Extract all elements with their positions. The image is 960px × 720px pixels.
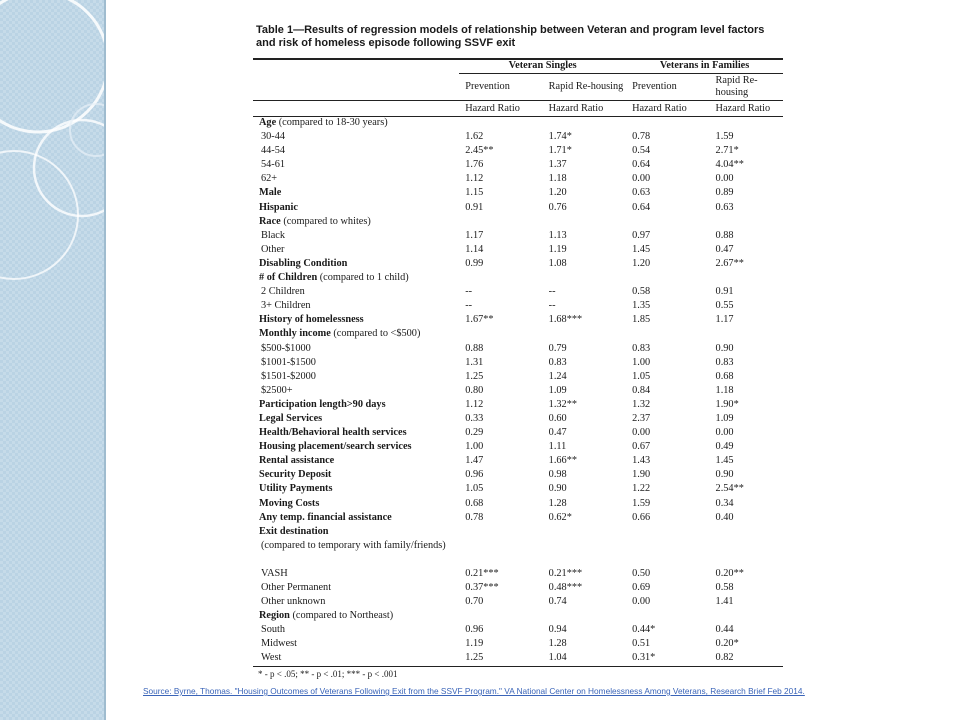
hazard-ratio-cell: 0.49 bbox=[715, 441, 734, 453]
row-label: Housing placement/search services bbox=[259, 441, 412, 453]
row-label: Male bbox=[259, 187, 282, 199]
hazard-ratio-cell: 1.09 bbox=[715, 412, 734, 424]
table-section-header bbox=[253, 328, 783, 342]
hazard-ratio-cell: 0.64 bbox=[632, 159, 651, 171]
table-row bbox=[253, 413, 783, 427]
table-row bbox=[253, 258, 783, 272]
section-note: (compared to whites) bbox=[283, 215, 371, 227]
metric-label: Hazard Ratio bbox=[459, 101, 542, 117]
hazard-ratio-cell: 0.47 bbox=[548, 427, 567, 439]
hazard-ratio-cell: 1.90* bbox=[715, 398, 739, 410]
section-note: (compared to <$500) bbox=[333, 328, 421, 340]
table-note-row bbox=[253, 540, 783, 568]
table-row bbox=[253, 173, 783, 187]
hazard-ratio-cell: 1.25 bbox=[459, 652, 542, 667]
row-label: 62+ bbox=[261, 173, 278, 185]
row-label: $1001-$1500 bbox=[261, 356, 316, 368]
table-row bbox=[253, 455, 783, 469]
row-label: Hispanic bbox=[259, 201, 298, 213]
slide-decor-sidebar bbox=[0, 0, 106, 720]
table-row bbox=[253, 145, 783, 159]
hazard-ratio-cell: -- bbox=[465, 300, 473, 312]
hazard-ratio-cell: 0.99 bbox=[465, 257, 484, 269]
row-label: Black bbox=[261, 229, 286, 241]
hazard-ratio-cell: 1.00 bbox=[465, 441, 484, 453]
hazard-ratio-cell: 1.22 bbox=[632, 483, 651, 495]
row-label: $2500+ bbox=[261, 384, 293, 396]
row-label: Midwest bbox=[261, 638, 298, 650]
row-label: 54-61 bbox=[261, 159, 286, 171]
subcol-prevention-singles: Prevention bbox=[465, 81, 510, 92]
hazard-ratio-cell: 0.62* bbox=[548, 511, 572, 523]
hazard-ratio-cell: 1.74* bbox=[548, 131, 572, 143]
hazard-ratio-cell: 1.09 bbox=[548, 384, 567, 396]
table-row bbox=[253, 582, 783, 596]
hazard-ratio-cell: 1.19 bbox=[548, 243, 567, 255]
hazard-ratio-cell: 0.34 bbox=[715, 497, 734, 509]
table-row bbox=[253, 512, 783, 526]
hazard-ratio-cell: 0.00 bbox=[632, 427, 651, 439]
metric-header-row bbox=[253, 101, 783, 117]
row-label: Security Deposit bbox=[259, 469, 332, 481]
hazard-ratio-cell: 0.63 bbox=[632, 187, 651, 199]
hazard-ratio-cell: 1.13 bbox=[548, 229, 567, 241]
row-label: 3+ Children bbox=[261, 300, 311, 312]
section-note: (compared to 1 child) bbox=[319, 272, 409, 284]
table-row bbox=[253, 187, 783, 201]
row-label: History of homelessness bbox=[259, 314, 364, 326]
hazard-ratio-cell: 1.18 bbox=[715, 384, 734, 396]
hazard-ratio-cell: 0.76 bbox=[548, 201, 567, 213]
subcol-rrh-families: Rapid Re-housing bbox=[715, 75, 758, 98]
decorative-circles bbox=[0, 0, 106, 720]
table-row bbox=[253, 399, 783, 413]
hazard-ratio-cell: 2.71* bbox=[715, 145, 739, 157]
row-label: Rental assistance bbox=[259, 455, 335, 467]
table-title: Table 1—Results of regression models of relationship between Veteran and program level factors and risk of homeless episode following SSVF exit bbox=[256, 24, 765, 49]
hazard-ratio-cell: 0.44* bbox=[632, 624, 656, 636]
hazard-ratio-cell: 0.74 bbox=[548, 596, 567, 607]
hazard-ratio-cell: 0.40 bbox=[715, 511, 734, 523]
group-veteran-singles: Veteran Singles bbox=[459, 59, 626, 74]
hazard-ratio-cell: -- bbox=[548, 300, 556, 312]
hazard-ratio-cell: 1.45 bbox=[632, 243, 651, 255]
row-label: Utility Payments bbox=[259, 483, 333, 495]
row-label: Health/Behavioral health services bbox=[259, 427, 407, 439]
hazard-ratio-cell: 1.68*** bbox=[548, 314, 583, 326]
hazard-ratio-cell: -- bbox=[465, 286, 473, 298]
hazard-ratio-cell: 0.54 bbox=[632, 145, 651, 157]
hazard-ratio-cell: 0.89 bbox=[715, 187, 734, 199]
hazard-ratio-cell: 1.04 bbox=[543, 652, 626, 667]
hazard-ratio-cell: 1.32 bbox=[632, 398, 651, 410]
row-label: Participation length>90 days bbox=[259, 398, 386, 410]
table-section-header bbox=[253, 526, 783, 540]
hazard-ratio-cell: 0.00 bbox=[715, 173, 734, 185]
row-label: South bbox=[261, 624, 286, 636]
section-label: Age bbox=[259, 117, 277, 128]
section-label: Region bbox=[259, 610, 290, 622]
group-veterans-in-families: Veterans in Families bbox=[626, 59, 783, 74]
table-row bbox=[253, 652, 783, 667]
row-label: 30-44 bbox=[261, 131, 286, 143]
hazard-ratio-cell: 0.96 bbox=[465, 624, 484, 636]
table-section-header bbox=[253, 272, 783, 286]
hazard-ratio-cell: 0.88 bbox=[715, 229, 734, 241]
table-section-header bbox=[253, 117, 783, 132]
hazard-ratio-cell: 0.48*** bbox=[548, 581, 583, 593]
hazard-ratio-cell: 0.21*** bbox=[465, 567, 499, 579]
hazard-ratio-cell: 1.17 bbox=[465, 229, 484, 241]
hazard-ratio-cell: 1.25 bbox=[465, 370, 484, 382]
hazard-ratio-cell: 1.67** bbox=[465, 314, 494, 326]
hazard-ratio-cell: 0.83 bbox=[632, 342, 651, 354]
hazard-ratio-cell: 1.14 bbox=[465, 243, 484, 255]
row-label: Any temp. financial assistance bbox=[259, 511, 392, 523]
table-row bbox=[253, 343, 783, 357]
hazard-ratio-cell: 1.24 bbox=[548, 370, 567, 382]
hazard-ratio-cell: 1.15 bbox=[465, 187, 484, 199]
metric-label: Hazard Ratio bbox=[543, 101, 626, 117]
hazard-ratio-cell: 0.29 bbox=[465, 427, 484, 439]
section-label: Race bbox=[259, 215, 281, 227]
hazard-ratio-cell: 1.37 bbox=[548, 159, 567, 171]
hazard-ratio-cell: 0.91 bbox=[465, 201, 484, 213]
table-row bbox=[253, 230, 783, 244]
hazard-ratio-cell: 0.80 bbox=[465, 384, 484, 396]
hazard-ratio-cell: 1.71* bbox=[548, 145, 572, 157]
significance-footnote: * - p < .05; ** - p < .01; *** - p < .001 bbox=[258, 669, 398, 680]
subcol-prevention-families: Prevention bbox=[632, 81, 677, 92]
row-label: Other unknown bbox=[261, 596, 326, 607]
hazard-ratio-cell: 0.51 bbox=[632, 638, 651, 650]
hazard-ratio-cell: 1.59 bbox=[715, 131, 734, 143]
table-row bbox=[253, 244, 783, 258]
hazard-ratio-cell: 1.00 bbox=[632, 356, 651, 368]
row-label: $500-$1000 bbox=[261, 342, 311, 354]
sidebar-edge-line bbox=[104, 0, 106, 720]
row-label: VASH bbox=[261, 567, 288, 579]
hazard-ratio-cell: 1.17 bbox=[715, 314, 734, 326]
hazard-ratio-cell: 1.85 bbox=[632, 314, 651, 326]
hazard-ratio-cell: 0.78 bbox=[465, 511, 484, 523]
results-table-figure bbox=[253, 24, 785, 679]
table-row bbox=[253, 314, 783, 328]
table-row bbox=[253, 202, 783, 216]
table-row bbox=[253, 371, 783, 385]
hazard-ratio-cell: 0.88 bbox=[465, 342, 484, 354]
hazard-ratio-cell: 0.63 bbox=[715, 201, 734, 213]
hazard-ratio-cell: 0.64 bbox=[632, 201, 651, 213]
table-row bbox=[253, 385, 783, 399]
hazard-ratio-cell: 0.90 bbox=[715, 342, 734, 354]
hazard-ratio-cell: 0.00 bbox=[632, 173, 651, 185]
table-row bbox=[253, 638, 783, 652]
hazard-ratio-cell: 0.98 bbox=[548, 469, 567, 481]
hazard-ratio-cell: 0.58 bbox=[632, 286, 651, 298]
hazard-ratio-cell: 0.84 bbox=[632, 384, 651, 396]
table-section-header bbox=[253, 610, 783, 624]
hazard-ratio-cell: 0.58 bbox=[715, 581, 734, 593]
hazard-ratio-cell: 1.45 bbox=[715, 455, 734, 467]
hazard-ratio-cell: 0.20* bbox=[715, 638, 739, 650]
table-row bbox=[253, 286, 783, 300]
hazard-ratio-cell: 0.83 bbox=[715, 356, 734, 368]
subcolumn-header-row bbox=[253, 74, 783, 101]
section-label: Exit destination bbox=[259, 525, 329, 537]
hazard-ratio-cell: 1.35 bbox=[632, 300, 651, 312]
row-note: (compared to temporary with family/friends) bbox=[261, 539, 446, 551]
hazard-ratio-cell: 0.37*** bbox=[465, 581, 499, 593]
hazard-ratio-cell: 0.83 bbox=[548, 356, 567, 368]
hazard-ratio-cell: 0.47 bbox=[715, 243, 734, 255]
hazard-ratio-cell: 1.12 bbox=[465, 173, 484, 185]
hazard-ratio-cell: 0.55 bbox=[715, 300, 734, 312]
hazard-ratio-cell: 0.78 bbox=[632, 131, 651, 143]
section-note: (compared to 18-30 years) bbox=[278, 117, 388, 128]
hazard-ratio-cell: 0.00 bbox=[715, 427, 734, 439]
hazard-ratio-cell: 2.67** bbox=[715, 257, 744, 269]
row-label: 2 Children bbox=[261, 286, 305, 298]
hazard-ratio-cell: 1.76 bbox=[465, 159, 484, 171]
table-row bbox=[253, 357, 783, 371]
hazard-ratio-cell: 1.31 bbox=[465, 356, 484, 368]
table-row bbox=[253, 441, 783, 455]
table-row bbox=[253, 483, 783, 497]
hazard-ratio-cell: 1.28 bbox=[548, 638, 567, 650]
hazard-ratio-cell: 0.91 bbox=[715, 286, 734, 298]
table-row bbox=[253, 498, 783, 512]
row-label: Legal Services bbox=[259, 412, 323, 424]
hazard-ratio-cell: 1.66** bbox=[548, 455, 577, 467]
hazard-ratio-cell: 0.70 bbox=[465, 596, 484, 607]
table-row bbox=[253, 469, 783, 483]
hazard-ratio-cell: -- bbox=[548, 286, 556, 298]
hazard-ratio-cell: 1.18 bbox=[548, 173, 567, 185]
section-label: Monthly income bbox=[259, 328, 331, 340]
row-label: $1501-$2000 bbox=[261, 370, 316, 382]
hazard-ratio-cell: 0.90 bbox=[715, 469, 734, 481]
hazard-ratio-cell: 1.11 bbox=[548, 441, 567, 453]
hazard-ratio-cell: 0.79 bbox=[548, 342, 567, 354]
hazard-ratio-cell: 1.43 bbox=[632, 455, 651, 467]
hazard-ratio-cell: 1.62 bbox=[465, 131, 484, 143]
hazard-ratio-cell: 1.59 bbox=[632, 497, 651, 509]
hazard-ratio-cell: 1.05 bbox=[465, 483, 484, 495]
subcol-rrh-singles: Rapid Re-housing bbox=[548, 81, 624, 92]
hazard-ratio-cell: 1.32** bbox=[548, 398, 577, 410]
row-label: Other Permanent bbox=[261, 581, 332, 593]
hazard-ratio-cell: 0.94 bbox=[548, 624, 567, 636]
hazard-ratio-cell: 1.20 bbox=[632, 257, 651, 269]
row-label: Disabling Condition bbox=[259, 257, 348, 269]
hazard-ratio-cell: 1.41 bbox=[715, 596, 734, 607]
section-label: # of Children bbox=[259, 272, 318, 284]
table-row bbox=[253, 568, 783, 582]
hazard-ratio-cell: 0.66 bbox=[632, 511, 651, 523]
row-label: Moving Costs bbox=[259, 497, 320, 509]
hazard-ratio-cell: 0.50 bbox=[632, 567, 651, 579]
section-note: (compared to Northeast) bbox=[292, 610, 394, 622]
hazard-ratio-cell: 0.68 bbox=[465, 497, 484, 509]
hazard-ratio-cell: 0.20** bbox=[715, 567, 744, 579]
table-row bbox=[253, 131, 783, 145]
hazard-ratio-cell: 2.45** bbox=[465, 145, 494, 157]
table-row bbox=[253, 596, 783, 610]
hazard-ratio-cell: 2.37 bbox=[632, 412, 651, 424]
table-section-header bbox=[253, 216, 783, 230]
hazard-ratio-cell: 0.00 bbox=[632, 596, 651, 607]
metric-label: Hazard Ratio bbox=[626, 101, 709, 117]
group-header-row bbox=[253, 59, 783, 74]
row-label: Other bbox=[261, 243, 285, 255]
row-label: West bbox=[253, 652, 459, 667]
hazard-ratio-cell: 1.08 bbox=[548, 257, 567, 269]
hazard-ratio-cell: 1.47 bbox=[465, 455, 484, 467]
hazard-ratio-cell: 0.33 bbox=[465, 412, 484, 424]
hazard-ratio-cell: 0.21*** bbox=[548, 567, 583, 579]
metric-label: Hazard Ratio bbox=[710, 101, 783, 117]
hazard-ratio-cell: 1.90 bbox=[632, 469, 651, 481]
regression-table bbox=[253, 58, 783, 667]
hazard-ratio-cell: 1.19 bbox=[465, 638, 484, 650]
table-row bbox=[253, 300, 783, 314]
row-label: 44-54 bbox=[261, 145, 286, 157]
hazard-ratio-cell: 4.04** bbox=[715, 159, 744, 171]
hazard-ratio-cell: 1.20 bbox=[548, 187, 567, 199]
hazard-ratio-cell: 0.90 bbox=[548, 483, 567, 495]
table-row bbox=[253, 159, 783, 173]
hazard-ratio-cell: 0.96 bbox=[465, 469, 484, 481]
table-row bbox=[253, 624, 783, 638]
hazard-ratio-cell: 0.44 bbox=[715, 624, 734, 636]
hazard-ratio-cell: 1.05 bbox=[632, 370, 651, 382]
hazard-ratio-cell: 0.31* bbox=[626, 652, 709, 667]
hazard-ratio-cell: 1.28 bbox=[548, 497, 567, 509]
hazard-ratio-cell: 2.54** bbox=[715, 483, 744, 495]
hazard-ratio-cell: 0.68 bbox=[715, 370, 734, 382]
hazard-ratio-cell: 0.82 bbox=[710, 652, 783, 667]
hazard-ratio-cell: 0.60 bbox=[548, 412, 567, 424]
hazard-ratio-cell: 0.97 bbox=[632, 229, 651, 241]
source-citation-link[interactable]: Source: Byrne, Thomas. "Housing Outcomes of Veterans Following Exit from the SSVF Program." VA National Center on Homelessness Among Veterans, Research Brief Feb 2014. bbox=[143, 686, 805, 696]
hazard-ratio-cell: 0.67 bbox=[632, 441, 651, 453]
table-row bbox=[253, 427, 783, 441]
hazard-ratio-cell: 1.12 bbox=[465, 398, 484, 410]
hazard-ratio-cell: 0.69 bbox=[632, 581, 651, 593]
